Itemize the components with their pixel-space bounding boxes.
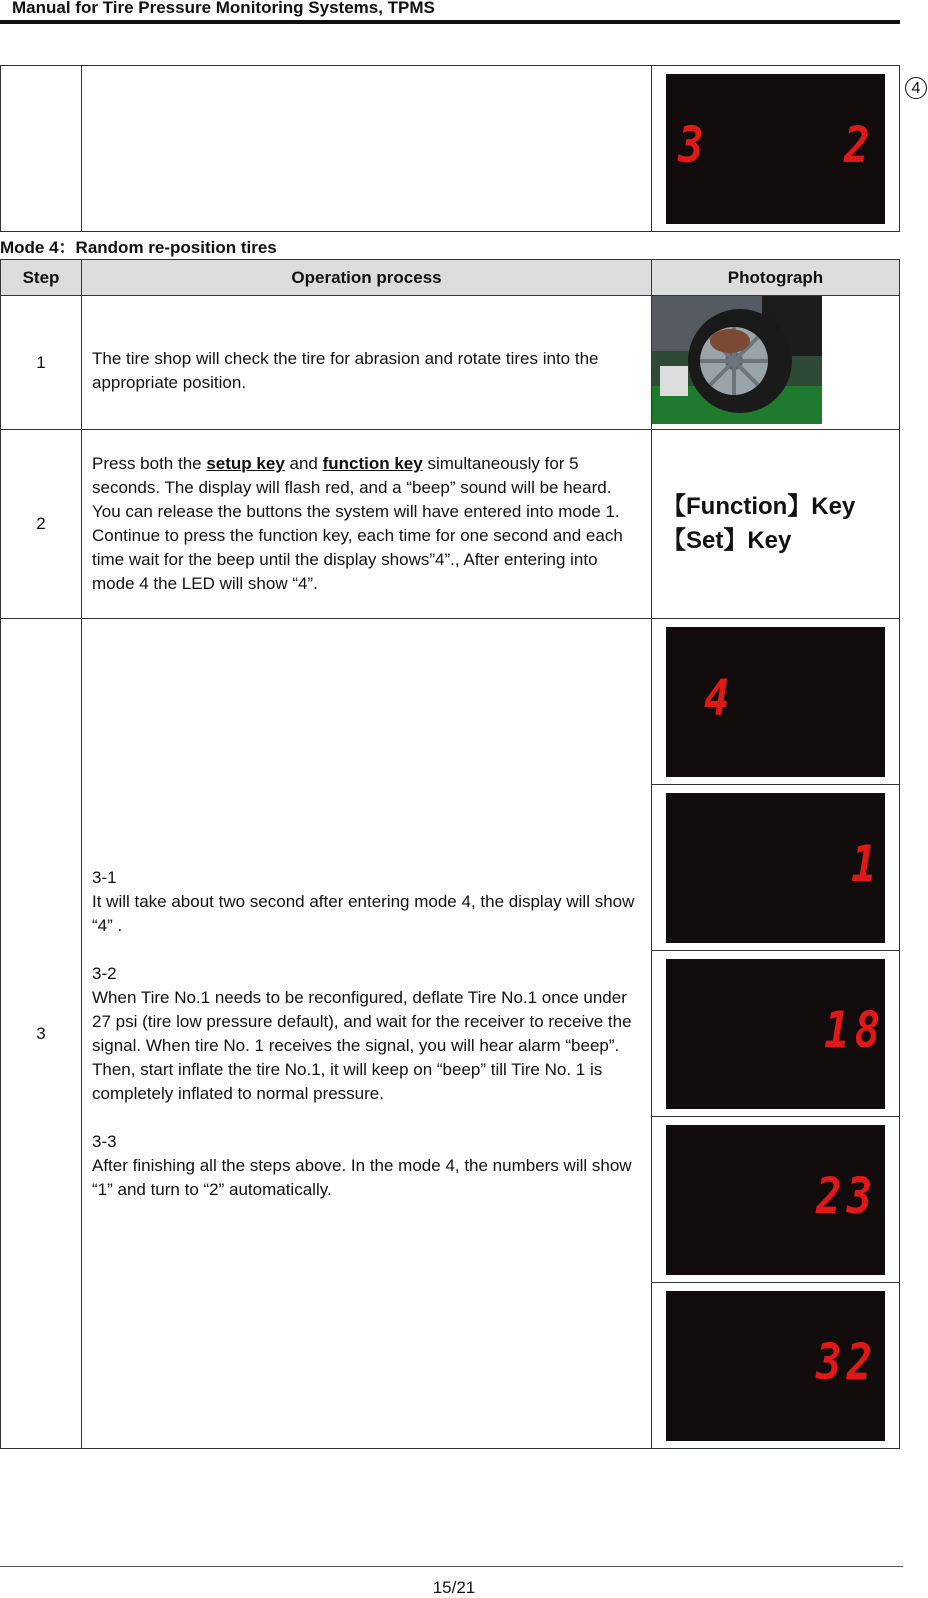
photo-cell bbox=[652, 296, 900, 430]
spacer bbox=[92, 938, 641, 962]
document-header: Manual for Tire Pressure Monitoring Systems, TPMS bbox=[12, 0, 435, 17]
led-photo bbox=[652, 785, 899, 951]
substep-text: When Tire No.1 needs to be reconfigured, deflate Tire No.1 once under 27 psi (tire low pressure default), and wait for the receiver to receive the signal. When tire No. 1 receives the signal, you will hear alarm “beep”. Then, start inflate the tire No.1, it will keep on “beep” till Tire No. 1 is completely inflated to normal pressure. bbox=[92, 987, 632, 1103]
led-digit: 23 bbox=[816, 1166, 878, 1225]
led-display bbox=[666, 74, 885, 224]
table-row bbox=[1, 430, 900, 619]
spacer bbox=[92, 1106, 641, 1130]
header-operation: Operation process bbox=[82, 260, 652, 296]
photo-cell bbox=[652, 619, 900, 1449]
led-display bbox=[666, 959, 885, 1109]
text-fragment: Press both the bbox=[92, 454, 207, 473]
empty-step-cell bbox=[1, 66, 82, 232]
substep-id: 3-3 bbox=[92, 1131, 117, 1151]
led-photo bbox=[652, 1283, 899, 1448]
led-photo bbox=[652, 951, 899, 1117]
procedure-table bbox=[0, 259, 900, 1449]
tire-rotation-photo bbox=[652, 296, 822, 424]
led-digit: 32 bbox=[816, 1332, 878, 1391]
photo-cell bbox=[652, 66, 900, 232]
circled-number-marker: 4 bbox=[905, 77, 927, 99]
led-digit: 1 bbox=[851, 834, 882, 893]
text-fragment: simultaneously for 5 seconds. The display will flash red, and a “beep” sound will be heard. You can release the buttons the system will have entered into mode 1. Continue to press the function key, each time for one second and each time wait for the beep until the display shows”4”., After entering into mode 4 the LED will show “4”. bbox=[92, 454, 623, 593]
set-key-text: 【Set】Key bbox=[662, 527, 792, 554]
function-key-label: function key bbox=[322, 454, 423, 473]
led-digit: 18 bbox=[824, 1000, 886, 1059]
substep-text: After finishing all the steps above. In the mode 4, the numbers will show “1” and turn to “2” automatically. bbox=[92, 1155, 632, 1199]
led-display bbox=[666, 1291, 885, 1441]
header-photograph: Photograph bbox=[652, 260, 900, 296]
empty-op-cell bbox=[82, 66, 652, 232]
page-number: 15/21 bbox=[432, 1578, 476, 1597]
substep-text: It will take about two second after entering mode 4, the display will show “4” . bbox=[92, 891, 635, 935]
led-display bbox=[666, 793, 885, 943]
operation-text bbox=[82, 296, 652, 430]
footer-rule bbox=[0, 1566, 903, 1567]
setup-key-label: setup key bbox=[206, 454, 285, 473]
text-fragment: and bbox=[284, 454, 323, 473]
function-key-text: 【Function】Key bbox=[662, 493, 856, 520]
led-digit: 3 bbox=[678, 115, 709, 174]
substep-id: 3-1 bbox=[92, 867, 117, 887]
table-row bbox=[1, 619, 900, 1449]
led-photo bbox=[652, 619, 899, 785]
table-row bbox=[1, 296, 900, 430]
led-photo bbox=[652, 1117, 899, 1283]
led-digit: 2 bbox=[844, 115, 875, 174]
header-step: Step bbox=[1, 260, 82, 296]
table-header-row bbox=[1, 260, 900, 296]
led-display bbox=[666, 1125, 885, 1275]
header-rule bbox=[0, 20, 900, 24]
step-number: 1 bbox=[1, 296, 82, 430]
operation-text bbox=[82, 430, 652, 619]
key-labels bbox=[652, 430, 900, 619]
led-digit: 4 bbox=[704, 668, 735, 727]
substep-id: 3-2 bbox=[92, 963, 117, 983]
continued-table bbox=[0, 65, 900, 232]
mode-title: Mode 4：Random re-position tires bbox=[0, 238, 277, 257]
step-number: 2 bbox=[1, 430, 82, 619]
led-display bbox=[666, 627, 885, 777]
operation-text bbox=[82, 619, 652, 1449]
operation-text: The tire shop will check the tire for abrasion and rotate tires into the appropriate position. bbox=[92, 348, 599, 392]
step-number: 3 bbox=[1, 619, 82, 1449]
